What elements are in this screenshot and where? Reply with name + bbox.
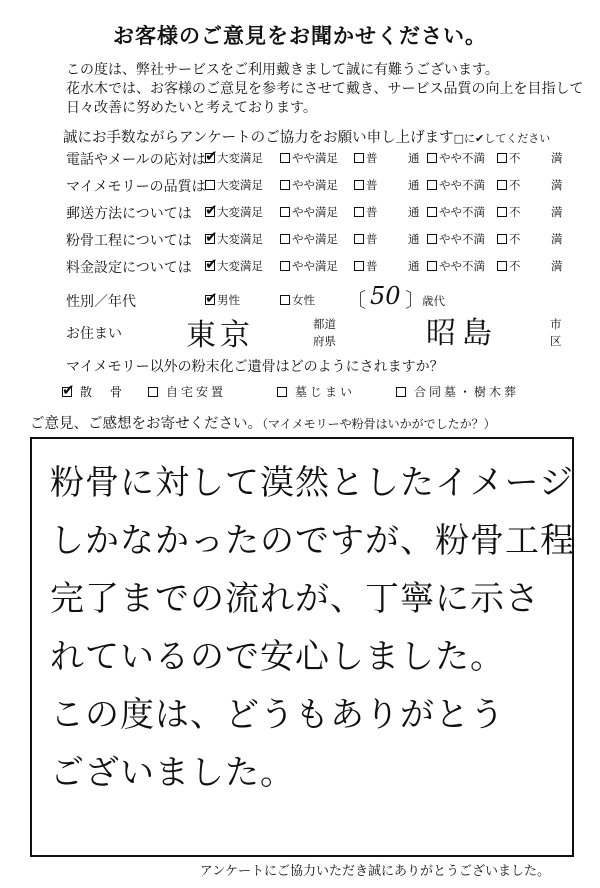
rating-checkbox[interactable]: [497, 153, 507, 163]
rating-option-label: やや不満: [439, 151, 485, 165]
remains-option-label: 合同墓・樹木葬: [414, 385, 520, 399]
remains-option-label: 墓じまい: [295, 385, 356, 399]
rating-option-label: 満: [551, 232, 563, 246]
rating-option[interactable]: [280, 231, 338, 247]
page-title: お客様のご意見をお聞かせください。: [113, 24, 487, 48]
rating-checkbox[interactable]: [497, 207, 507, 217]
female-checkbox[interactable]: [280, 295, 290, 305]
rating-option-label: やや満足: [292, 259, 338, 273]
rating-option[interactable]: [205, 228, 263, 247]
rating-option[interactable]: [427, 258, 485, 274]
rating-option[interactable]: [205, 147, 263, 166]
rating-option: [551, 231, 563, 247]
rating-option[interactable]: [427, 231, 485, 247]
rating-option-label: 通: [408, 232, 420, 246]
check-mark-icon: ✔: [205, 255, 218, 273]
prefecture-value[interactable]: 東京: [186, 318, 254, 353]
rating-option: [551, 150, 563, 166]
rating-option[interactable]: [354, 177, 378, 193]
remains-checkbox[interactable]: [277, 387, 287, 397]
gender-female-option[interactable]: 女性: [280, 292, 315, 308]
rating-option-label: 大変満足: [217, 151, 263, 165]
remains-option[interactable]: [148, 383, 226, 400]
rating-option[interactable]: [427, 177, 485, 193]
rating-checkbox[interactable]: [354, 207, 364, 217]
remains-checkbox[interactable]: [396, 387, 406, 397]
rating-row-label: マイメモリーの品質は: [66, 179, 206, 195]
comment-prompt-note: （マイメモリーや粉骨はいかがでしたか？）: [262, 417, 496, 431]
rating-option[interactable]: [280, 150, 338, 166]
rating-checkbox[interactable]: [280, 207, 290, 217]
rating-option: [551, 204, 563, 220]
rating-checkbox[interactable]: [427, 207, 437, 217]
rating-option-label: 大変満足: [217, 178, 263, 192]
rating-option-label: やや不満: [439, 259, 485, 273]
intro-line-3: 日々改善に努めたいと考えております。: [66, 100, 317, 116]
rating-checkbox[interactable]: [280, 153, 290, 163]
rating-option-label: 普: [366, 178, 378, 192]
male-checkbox[interactable]: [205, 289, 218, 307]
comment-line-6: ございました。: [50, 753, 295, 793]
rating-option-label: やや満足: [292, 178, 338, 192]
rating-option: [408, 258, 420, 274]
rating-option[interactable]: [205, 255, 263, 274]
rating-option-label: やや満足: [292, 151, 338, 165]
rating-option: [408, 150, 420, 166]
rating-option-label: 不: [509, 232, 521, 246]
rating-checkbox[interactable]: [205, 255, 218, 273]
city-value[interactable]: 昭島: [426, 316, 498, 351]
age-value[interactable]: 50: [370, 282, 401, 310]
rating-checkbox[interactable]: [280, 234, 290, 244]
rating-option[interactable]: [354, 258, 378, 274]
rating-option[interactable]: [354, 204, 378, 220]
comment-line-4: れているので安心しました。: [50, 637, 505, 677]
rating-row-label: 料金設定については: [66, 260, 192, 276]
rating-option[interactable]: [497, 177, 521, 193]
rating-option: [551, 258, 563, 274]
rating-option[interactable]: [497, 204, 521, 220]
rating-option-label: 不: [509, 178, 521, 192]
remains-checkbox[interactable]: [62, 380, 78, 399]
rating-checkbox[interactable]: [205, 201, 218, 219]
rating-option-label: 普: [366, 151, 378, 165]
check-mark-icon: ✔: [205, 228, 218, 246]
intro-line-2: 花水木では、お客様のご意見を参考にさせて戴き、サービス品質の向上を目指して: [66, 81, 584, 97]
rating-checkbox[interactable]: [205, 147, 218, 165]
comment-line-2: しかなかったのですが、粉骨工程: [50, 521, 575, 561]
rating-option-label: 満: [551, 205, 563, 219]
rating-checkbox[interactable]: [354, 234, 364, 244]
gender-age-label: 性別／年代: [66, 294, 136, 310]
rating-checkbox[interactable]: [497, 234, 507, 244]
rating-option-label: 不: [509, 259, 521, 273]
rating-option[interactable]: [427, 204, 485, 220]
rating-checkbox[interactable]: [427, 234, 437, 244]
rating-checkbox[interactable]: [280, 261, 290, 271]
rating-option-label: 大変満足: [217, 259, 263, 273]
rating-option-label: 満: [551, 259, 563, 273]
prefecture-suffix-top: 都道: [313, 317, 336, 331]
rating-option[interactable]: [354, 150, 378, 166]
rating-option-label: 満: [551, 151, 563, 165]
rating-checkbox[interactable]: [354, 180, 364, 190]
rating-checkbox[interactable]: [497, 180, 507, 190]
remains-option[interactable]: [396, 383, 519, 400]
prefecture-suffix-bottom: 府県: [313, 334, 336, 348]
rating-option[interactable]: [354, 231, 378, 247]
comment-line-1: 粉骨に対して漠然としたイメージ: [50, 463, 574, 503]
intro-line-1: この度は、弊社サービスをご利用戴きまして誠に有難うございます。: [66, 62, 499, 78]
age-suffix: 歳代: [422, 294, 445, 308]
rating-option[interactable]: [497, 258, 521, 274]
rating-row-label: 郵送方法については: [66, 206, 192, 222]
check-mark-icon: ✔: [205, 289, 218, 307]
remains-option-label: 散 骨: [80, 385, 126, 399]
rating-option-label: やや不満: [439, 232, 485, 246]
remains-checkbox[interactable]: [148, 387, 158, 397]
check-mark-icon: ✔: [205, 147, 218, 165]
comment-line-3: 完了までの流れが、丁寧に示さ: [50, 579, 540, 619]
check-mark-icon: ✔: [62, 380, 78, 399]
rating-option[interactable]: [280, 204, 338, 220]
rating-option-label: やや不満: [439, 178, 485, 192]
rating-row-label: 粉骨工程については: [66, 233, 192, 249]
rating-option[interactable]: [427, 150, 485, 166]
comment-prompt: ご意見、ご感想をお寄せください。（マイメモリーや粉骨はいかがでしたか？）: [30, 416, 496, 432]
rating-option: [408, 204, 420, 220]
rating-option-label: 普: [366, 205, 378, 219]
rating-option: [408, 177, 420, 193]
rating-option[interactable]: [497, 150, 521, 166]
rating-checkbox[interactable]: [205, 228, 218, 246]
survey-request: 誠にお手数ながらアンケートのご協力をお願い申し上げます□に✔してください: [63, 130, 551, 146]
rating-option-label: 普: [366, 232, 378, 246]
rating-option[interactable]: [205, 177, 263, 193]
rating-option-label: やや不満: [439, 205, 485, 219]
rating-checkbox[interactable]: [354, 261, 364, 271]
comment-line-5: この度は、どうもありがとう: [50, 695, 505, 735]
rating-checkbox[interactable]: [280, 180, 290, 190]
rating-option-label: やや満足: [292, 232, 338, 246]
survey-note: □に✔してください: [453, 132, 551, 145]
remains-option[interactable]: [62, 380, 126, 400]
rating-checkbox[interactable]: [497, 261, 507, 271]
rating-checkbox[interactable]: [427, 180, 437, 190]
footer-thanks: アンケートにご協力いただき誠にありがとうございました。: [199, 864, 550, 879]
rating-checkbox[interactable]: [354, 153, 364, 163]
rating-option-label: 不: [509, 205, 521, 219]
remains-option[interactable]: [277, 383, 355, 400]
address-label: お住まい: [66, 326, 122, 342]
rating-option[interactable]: [497, 231, 521, 247]
rating-option[interactable]: [280, 258, 338, 274]
rating-option: [551, 177, 563, 193]
age-bracket-open: 〔: [346, 288, 366, 312]
check-mark-icon: ✔: [205, 201, 218, 219]
rating-checkbox[interactable]: [427, 153, 437, 163]
rating-option-label: 通: [408, 259, 420, 273]
rating-option-label: 普: [366, 259, 378, 273]
rating-option: [408, 231, 420, 247]
rating-option[interactable]: [205, 201, 263, 220]
remains-question: マイメモリー以外の粉末化ご遺骨はどのようにされますか？: [66, 359, 444, 375]
rating-option-label: 通: [408, 205, 420, 219]
rating-option-label: 通: [408, 151, 420, 165]
city-suffix-bottom: 区: [550, 334, 562, 348]
rating-option-label: 大変満足: [217, 232, 263, 246]
remains-option-label: 自宅安置: [166, 385, 227, 399]
rating-option-label: やや満足: [292, 205, 338, 219]
rating-option[interactable]: [280, 177, 338, 193]
gender-male-option[interactable]: ✔ 男性: [205, 289, 240, 307]
rating-option-label: 不: [509, 151, 521, 165]
age-bracket-close: 〕: [405, 288, 425, 312]
city-suffix-top: 市: [550, 317, 562, 331]
rating-row-label: 電話やメールの応対は: [66, 152, 206, 168]
rating-checkbox[interactable]: [427, 261, 437, 271]
rating-option-label: 大変満足: [217, 205, 263, 219]
rating-option-label: 満: [551, 178, 563, 192]
rating-option-label: 通: [408, 178, 420, 192]
rating-checkbox[interactable]: [205, 180, 215, 190]
